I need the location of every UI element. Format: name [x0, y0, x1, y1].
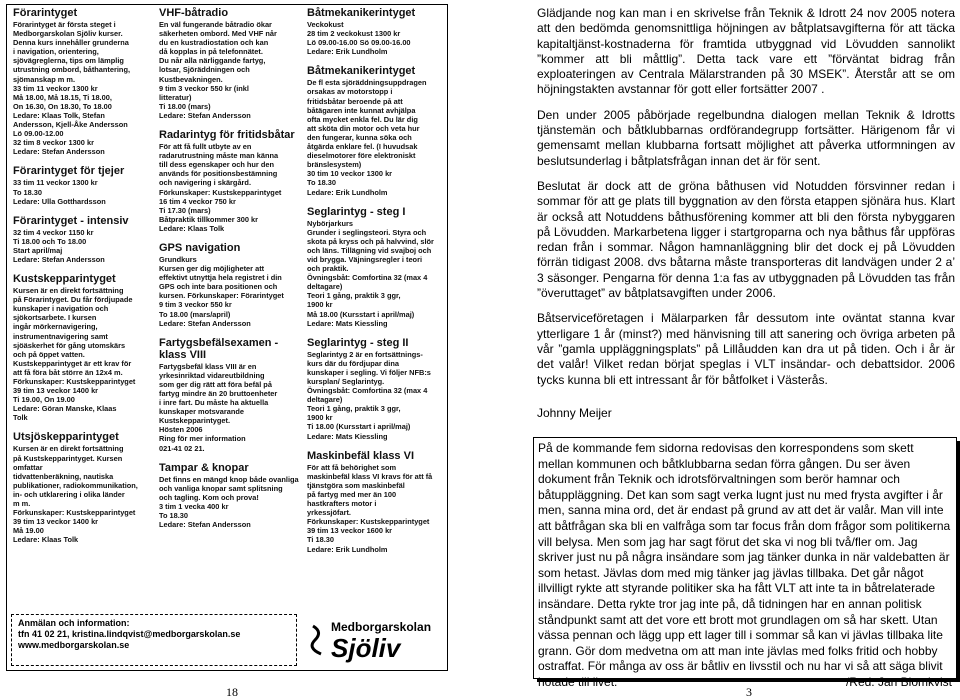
course-heading: Förarintyget - intensiv	[13, 214, 129, 227]
course-line: fritidsbåtar beroende på att	[307, 96, 403, 106]
course-line: Nybörjarkurs	[307, 218, 354, 228]
course-line: sjövägreglerna, tips om lämplig	[13, 56, 124, 66]
course-line: effektivt utnyttja hela registret i din	[159, 273, 282, 283]
course-line: Grundkurs	[159, 254, 197, 264]
course-line: Lö 09.00-16.00 Sö 09.00-16.00	[307, 38, 411, 48]
course-block	[307, 65, 441, 196]
course-line: lotsar, Sjöräddningen och	[159, 65, 250, 75]
contact-web: www.medborgarskolan.se	[18, 640, 130, 650]
course-block	[13, 273, 151, 422]
course-block	[13, 431, 151, 544]
course-line: Förkunskaper: Kustskepparintyget	[307, 517, 430, 527]
course-line: på fartyg med mer än 100	[307, 489, 397, 499]
course-line: Ti 18.00 (Kursstart i april/maj)	[307, 422, 411, 432]
course-line: För att få fullt utbyte av en	[159, 142, 252, 152]
course-line: åtgärda enklare fel. (I huvudsak	[307, 142, 418, 152]
course-heading: Utsjöskepparintyget	[13, 431, 119, 444]
course-line: deltagare)	[307, 395, 343, 405]
course-line: och praktik.	[307, 264, 349, 274]
box-shadow-bottom	[537, 679, 960, 682]
course-line: att sköta din motor och veta hur	[307, 123, 420, 133]
course-line: på Förarintyget. Du får fördjupade	[13, 295, 133, 305]
course-block	[159, 129, 299, 233]
course-line: utrustning ombord, båthantering,	[13, 65, 131, 75]
course-line: Ledare: Stefan Andersson	[159, 520, 251, 530]
course-line: yrkessjöfart.	[307, 508, 351, 518]
course-line: Ti 17.30 (mars)	[159, 205, 211, 215]
course-line: Ledare: Stefan Andersson	[159, 318, 251, 328]
course-line: Medborgarskolan Sjöliv kurser.	[13, 29, 123, 39]
course-line: sjöäskerhet för gång utomskärs	[13, 340, 126, 350]
course-line: Kursen ger dig möjligheter att	[159, 264, 265, 274]
course-line: Ti 19.00, On 19.00	[13, 395, 75, 405]
course-line: Ledare: Ulla Gotthardsson	[13, 196, 106, 206]
course-line: To 18.30	[159, 511, 189, 521]
course-line: Teori 1 gång, praktik 3 ggr,	[307, 291, 401, 301]
course-line: Ledare: Mats Kiessling	[307, 318, 388, 328]
course-block	[13, 7, 151, 156]
course-heading: Båtmekanikerintyget	[307, 7, 416, 19]
course-line: Ledare: Klaas Tolk, Stefan	[13, 110, 105, 120]
course-line: i navigation, orientering,	[13, 47, 99, 57]
page-number-left: 18	[226, 685, 238, 699]
course-line: kunskaper motsvarande	[159, 407, 245, 417]
course-line: och på öppet vatten.	[13, 349, 85, 359]
course-line: Veckokust	[307, 20, 344, 29]
course-line: 39 tim 13 veckor 1400 kr	[13, 386, 99, 396]
course-line: 39 tim 13 veckor 1600 kr	[307, 526, 393, 536]
course-listing-sheet	[6, 4, 448, 671]
course-heading: Kustskepparintyget	[13, 273, 116, 286]
course-line: 9 tim 3 veckor 550 kr (inkl	[159, 83, 249, 93]
course-line: hastkrafters motor i	[307, 499, 377, 509]
course-line: 32 tim 8 veckor 1300 kr	[13, 138, 94, 148]
course-line: kunskaper i segling. Vi följer NFB:s	[307, 367, 431, 377]
course-line: Övningsbåt: Comfortina 32 (max 4	[307, 386, 428, 396]
course-line: Må 18.00, Må 18.15, Ti 18.00,	[13, 92, 112, 102]
course-line: bränslesystem)	[307, 160, 362, 170]
page-number-right: 3	[746, 685, 752, 699]
course-block	[159, 337, 299, 453]
course-line: To 18.30	[307, 178, 337, 188]
course-line: 9 tim 3 veckor 550 kr	[159, 300, 232, 310]
course-line: Övningsbåt: Comfortina 32 (max 4	[307, 273, 428, 283]
course-line: 28 tim 2 veckokust 1300 kr	[307, 29, 401, 39]
course-line: Denna kurs innehåller grunderna	[13, 38, 129, 48]
contact-phone-email: tfn 41 02 21, kristina.lindqvist@medborgarskolan.se	[18, 629, 241, 639]
course-line: Ti 18.30	[307, 535, 334, 545]
course-line: 30 tim 10 veckor 1300 kr	[307, 169, 393, 179]
course-line: 16 tim 4 veckor 750 kr	[159, 196, 236, 206]
course-line: On 16.30, On 18.30, To 18.00	[13, 101, 112, 111]
course-line: Det finns en mängd knop både ovanliga	[159, 474, 299, 484]
course-line: Andersson, Kjell-Åke Andersson	[13, 120, 128, 130]
course-heading: Seglarintyg - steg I	[307, 205, 406, 218]
course-line: 33 tim 11 veckor 1300 kr	[13, 83, 98, 93]
course-line: publikationer, radiokommunikation,	[13, 480, 138, 490]
course-line: på Kustskepparintyget. Kursen omfattar	[13, 453, 123, 472]
course-line: To 18.30	[13, 187, 43, 197]
course-line: båtägaren inte kunnat avhjälpa	[307, 105, 416, 115]
course-line: De fl esta sjöräddningsuppdragen	[307, 78, 427, 88]
course-line: och tagling. Kom och prova!	[159, 492, 259, 502]
course-line: Förkunskaper: Kustskepparintyget	[13, 377, 136, 386]
course-line: sjömanskap m m.	[13, 74, 76, 84]
course-line: litteratur)	[159, 92, 192, 102]
course-line: För att få behörighet som	[307, 462, 397, 472]
course-block	[159, 242, 299, 328]
editor-note-text: På de kommande fem sidorna redovisas den korrespondens som skett mellan kommunen och båtklubbarna sedan förra gången. Du ser även dokument från Teknik och idrotsförvaltningen som berör hamnar och båtuppläggning. Det kan som sagt verka lugnt just nu med frysta avgifter i år men, sanna mina ord, det är endast på grund av att det är valår. Man vill inte att båtfrågan ska bli en valfråga som tar focus från dom frågor som politikerna vill belysa. Men som jag har sagt förut det ska vi nog bli två/fler om. Jag skriver just nu på några insändare som jag tänker dunka in när valdebatten är som hetast. Jävlas dom med mig tänker jag jävlas tillbaka. Det går något illvilligt rykte att styrande politiker ska ha fått VLT att inte ta in båtrelaterade insändare. Detta rykte tror jag inte på, då tidningen har en annan politisk ståndpunkt samt att det vore ett brott mot grundlagen om så har skett. Utan vässa pennan och lägg upp ett lager till i sommar så kan vi jävlas tillbaka lite grann. Gör dom medvetna om att man inte jävlas med folks fritid och hobby ostraffat. För många av oss är båtliv en livsstil och nu har vi så att säga blivit	[538, 441, 951, 674]
course-line: säkerheten ombord. Med VHF når	[159, 29, 277, 39]
course-line: som ger dig rätt att föra befäl på	[159, 379, 272, 389]
course-heading: Radarintyg för fritidsbåtar	[159, 129, 295, 142]
course-line: 1900 kr	[307, 413, 333, 423]
course-column-right	[307, 7, 441, 612]
course-block	[13, 215, 151, 264]
course-line: Fartygsbefäl klass VIII är en	[159, 361, 257, 371]
course-block	[307, 206, 441, 328]
course-line: ofta mycket enkla fel. Du lär dig	[307, 114, 418, 124]
course-line: Förarintyget är första steget i	[13, 20, 116, 29]
course-line: Start april/maj	[13, 245, 63, 255]
course-line: Ledare: Stefan Andersson	[13, 254, 105, 264]
course-line: den fungerar, kunna söka och	[307, 132, 412, 142]
course-line: tjänstgöra som maskinbefäl	[307, 480, 405, 490]
course-line: Lö 09.00-12.00	[13, 129, 64, 139]
course-line: ingår mörkernavigering,	[13, 322, 98, 332]
course-block	[159, 462, 299, 530]
course-line: radarutrustning måste man känna	[159, 151, 279, 161]
course-line: Ledare: Göran Manske, Klaas	[13, 404, 117, 414]
course-line: Båtpraktik tillkommer 300 kr	[159, 214, 258, 224]
course-line: 32 tim 4 veckor 1150 kr	[13, 227, 94, 237]
course-heading: Tampar & knopar	[159, 461, 249, 474]
course-line: Grunder i seglingsteori. Styra och	[307, 227, 427, 237]
course-line: 021-41 02 21.	[159, 443, 205, 453]
course-line: Ledare: Klaas Tolk	[159, 223, 225, 233]
course-heading: Förarintyget	[13, 7, 78, 19]
course-line: Må 18.00 (Kursstart i april/maj)	[307, 309, 415, 319]
course-line: Förkunskaper: Kustskepparintyget	[159, 187, 282, 197]
contact-title: Anmälan och information:	[18, 618, 130, 628]
article-paragraph: Beslutat är dock att de gröna båthusen vid Notudden försvinner redan i sommar för att ge plats till byggnation av den första etappen sjönära hus. Klart är också att Notuddens båthusförening kommer att bli den första nybyggaren på Lövudden. Markarbetena ligger i startgroparna och nya båthus får uppföras redan från i sommar. Någon hamnanläggning blir det dock ej på Lövudden förrän tidigast 2008. dvs båtarna måste transporteras dit landvägen under 2 a’ 3 säsonger. Pengarna för denna 1:a fas av utbyggnaden på Lövudden tas från ”överuttaget” av båtplatsavgiften under 2006.	[537, 178, 955, 301]
course-line: kurs där du fördjupar dina	[307, 358, 399, 368]
course-line: Ledare: Erik Lundholm	[307, 544, 388, 554]
course-heading: Förarintyget för tjejer	[13, 165, 125, 178]
course-line: kursen. Förkunskaper: Förarintyget	[159, 291, 284, 301]
course-heading: Seglarintyg - steg II	[307, 336, 409, 349]
course-line: Kustskepparintyget.	[159, 416, 231, 426]
course-line: till dess egenskaper och hur den	[159, 160, 274, 170]
course-line: tidvattenberäkning, nautiska	[13, 471, 114, 481]
course-line: Ledare: Klaas Tolk	[13, 535, 79, 545]
course-line: instrumentnavigering samt	[13, 331, 108, 341]
course-line: Ledare: Stefan Andersson	[159, 110, 251, 120]
course-line: skota på kryss och på halvvind, slör	[307, 236, 434, 246]
course-line: orsakas av motorstopp i	[307, 87, 393, 97]
course-block	[307, 450, 441, 554]
course-line: Må 19.00	[13, 526, 44, 536]
course-line: dieselmotorer före elektroniskt	[307, 151, 416, 161]
course-line: och vanliga knopar samt splitsning	[159, 483, 283, 493]
course-line: Seglarintyg 2 är en fortsättnings-	[307, 349, 423, 359]
course-line: 33 tim 11 veckor 1300 kr	[13, 178, 98, 188]
course-line: To 18.00 (mars/april)	[159, 309, 231, 319]
course-line: Du når alla närliggande fartyg,	[159, 56, 266, 66]
article-paragraph: Glädjande nog kan man i en skrivelse från Teknik & Idrott 24 nov 2005 notera att den bedömda genomsnittliga höjningen av båtplatsavgifterna för att täcka kapitaltjänst-kostnaderna för framtida utbyggnad vid Lövudden sannolikt ”kommer att bli måttlig”. Detta tack vare ett ”förväntat bidrag från exploateringen av Centrala Mälarstranden på 30 MSEK”. Återstår att se om höjningstakten avstannar för gott eller fortsätter 2007 .	[537, 6, 955, 97]
article-body	[537, 6, 955, 431]
course-line: du en kustradiostation och kan	[159, 38, 269, 48]
article-paragraph: Båtserviceföretagen i Mälarparken får dessutom inte oväntat stanna kvar ytterligare 1 år (minst?) med hänvisning till att sanering och övriga arbeten på vår ”gamla uppläggningsplats” på Lillåudden kan dra ut på tiden. Och i år är det valår! Vilket redan börjat speglas i VLT insändar- och debattsidor. 2006 tycks kunna bli ett intressant år för båtfolket i Västerås.	[537, 311, 955, 387]
course-line: att få föra båt större än 12x4 m.	[13, 367, 123, 377]
course-line: Ledare: Erik Lundholm	[307, 187, 388, 197]
course-line: Ledare: Stefan Andersson	[13, 147, 105, 157]
course-line: 1900 kr	[307, 300, 333, 310]
course-line: Ledare: Mats Kiessling	[307, 431, 388, 441]
wave-logo-icon	[309, 622, 329, 656]
course-line: Hösten 2006	[159, 425, 203, 435]
contact-info-box	[11, 614, 297, 666]
medborgarskolan-sjoliv-logo	[307, 614, 443, 666]
course-line: kursplan/ Seglarintyg.	[307, 377, 385, 386]
editor-note-box	[533, 437, 957, 679]
course-line: Ti 18.00 (mars)	[159, 101, 211, 111]
course-heading: Båtmekanikerintyget	[307, 65, 416, 78]
article-paragraph: Den under 2005 påbörjade regelbundna dialogen mellan Teknik & Idrotts tjänstemän och båtklubbarnas ordförandegrupp fortsätter. Härigenom får vi gemensamt mellan klubbarna fortsatt möjlighet att påverka utformningen av beslutsunderlag i båtplatsfrågan innan det är för sent.	[537, 107, 955, 168]
course-line: Ledare: Erik Lundholm	[307, 47, 388, 57]
course-line: i inre fart. Du måste ha aktuella	[159, 398, 269, 408]
course-line: 39 tim 13 veckor 1400 kr	[13, 517, 99, 527]
course-line: Kursen är en direkt fortsättning	[13, 286, 124, 296]
course-line: används för positionsbestämning	[159, 169, 278, 179]
course-line: yrkesinriktad vidareutbildning	[159, 370, 265, 380]
course-line: fartyg mindre än 20 bruttoenheter	[159, 389, 278, 398]
logo-line-2: Sjöliv	[331, 633, 401, 663]
course-line: sjökortsarbete. I kursen	[13, 313, 97, 323]
course-line: Kustbevakningen.	[159, 74, 223, 84]
course-line: in- och utklarering i olika länder	[13, 489, 125, 499]
editor-note-signature	[846, 675, 952, 691]
course-block	[307, 337, 441, 441]
course-line: Förkunskaper: Kustskepparintyget	[13, 508, 136, 518]
logo-line-1: Medborgarskolan	[331, 620, 432, 634]
course-heading: Fartygsbefälsexamen - klass VIII	[159, 336, 279, 361]
course-line: Kursen är en direkt fortsättning	[13, 444, 124, 454]
course-block	[13, 165, 151, 205]
course-line: och läns. Tillägning vid svajboj och	[307, 245, 432, 255]
course-line: kunskaper i navigation och	[13, 304, 109, 314]
course-heading: GPS navigation	[159, 241, 241, 254]
course-line: maskinbefäl klass VI kravs för att få	[307, 471, 433, 481]
course-line: deltagare)	[307, 282, 343, 292]
course-column-left	[13, 7, 151, 612]
course-line: GPS och inte bara positionen och	[159, 282, 278, 292]
course-block	[159, 7, 299, 120]
course-line: Tolk	[13, 413, 28, 423]
article-author: Johnny Meijer	[537, 405, 612, 420]
course-line: och navigering i skärgård.	[159, 178, 252, 188]
course-line: Teori 1 gång, praktik 3 ggr,	[307, 404, 401, 414]
course-line: vid brygga. Väjningsregler i teori	[307, 254, 422, 264]
course-line: m m.	[13, 499, 31, 509]
course-line: Ring för mer information	[159, 434, 246, 444]
course-heading: Maskinbefäl klass VI	[307, 449, 414, 462]
course-heading: VHF-båtradio	[159, 7, 229, 19]
course-line: Kustskepparintyget är ett krav för	[13, 358, 132, 368]
course-line: En väl fungerande båtradio ökar	[159, 20, 272, 29]
course-line: 3 tim 1 vecka 400 kr	[159, 501, 229, 511]
course-column-middle	[159, 7, 299, 612]
course-line: Ti 18.00 och To 18.00	[13, 236, 87, 246]
course-block	[307, 7, 441, 56]
course-line: då kopplas in på telefonnätet.	[159, 47, 263, 57]
